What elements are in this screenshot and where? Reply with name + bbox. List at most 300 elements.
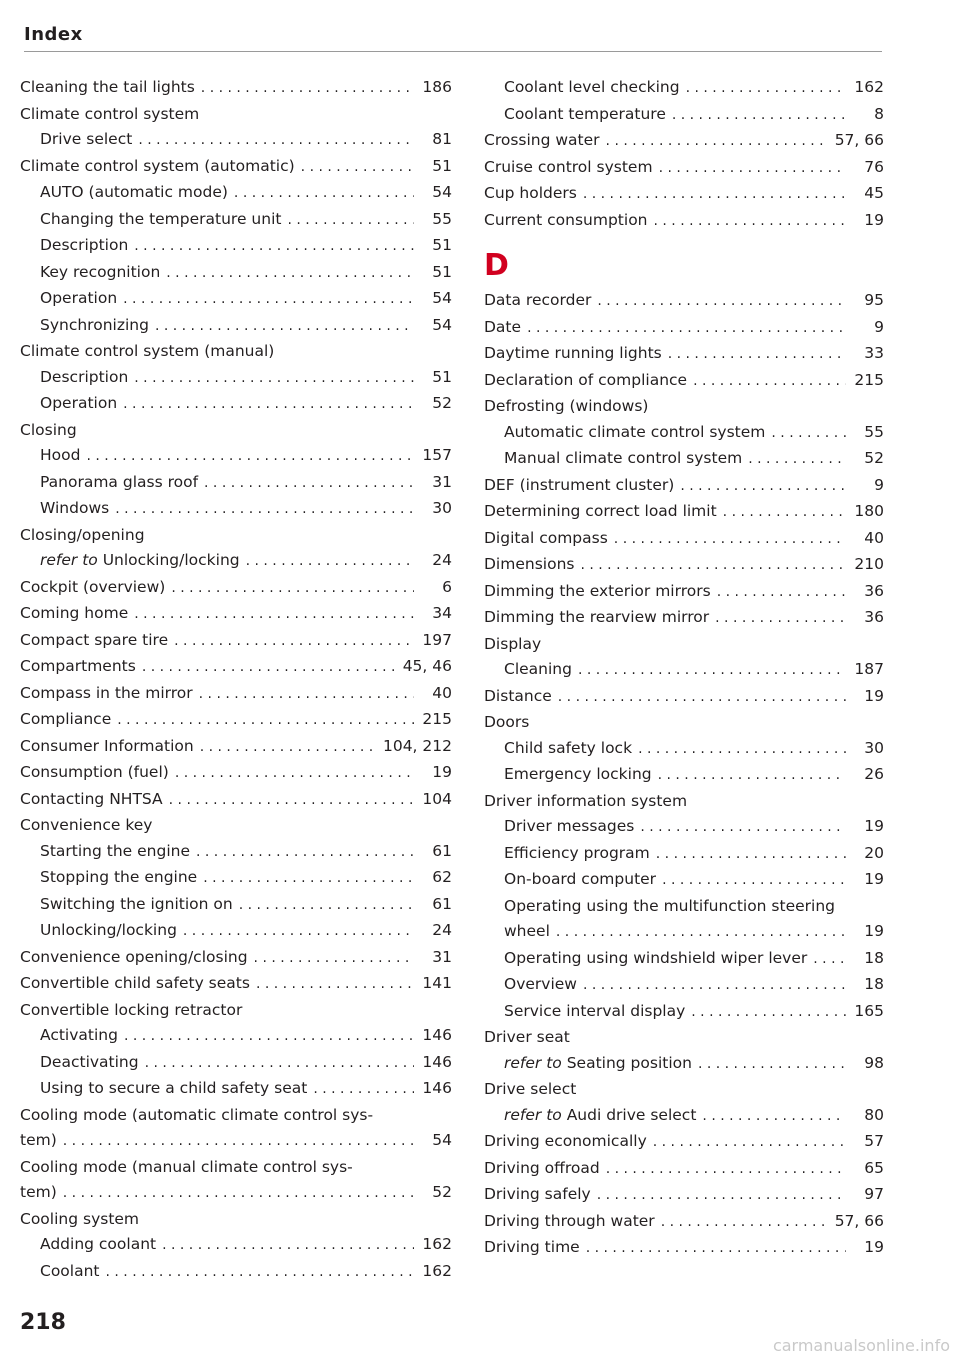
index-entry-label: Child safety lock	[504, 738, 633, 757]
index-entry-label: Driving through water	[484, 1211, 655, 1230]
index-entry-label: DEF (instrument cluster)	[484, 475, 675, 494]
index-entry	[484, 128, 884, 155]
index-entry-label-line1: Cooling mode (automatic climate control sys-	[20, 1105, 374, 1124]
index-entry-page: 215	[854, 370, 884, 389]
index-entry	[20, 470, 452, 497]
index-entry-page: 61	[432, 841, 452, 860]
dot-leader	[106, 1260, 415, 1286]
index-entry	[20, 734, 452, 761]
index-entry	[20, 787, 452, 814]
dot-leader	[640, 815, 846, 841]
dot-leader	[672, 103, 846, 129]
dot-leader	[123, 392, 414, 418]
index-entry	[20, 365, 452, 392]
dot-leader	[662, 868, 846, 894]
index-entry-label: Switching the ignition on	[40, 894, 233, 913]
index-entry-label: Dimming the rearview mirror	[484, 608, 710, 626]
index-entry-page: 54	[432, 1131, 452, 1149]
index-entry-label	[504, 1103, 696, 1129]
index-entry-label-line1: Operating using the multifunction steering	[504, 896, 836, 915]
index-entry-label: Coming home	[20, 604, 129, 622]
index-entry-page: 33	[864, 344, 884, 362]
dot-leader	[580, 553, 846, 579]
index-entry-page: 6	[442, 577, 452, 596]
index-entry-label: Operation	[40, 289, 118, 307]
dot-leader	[117, 708, 414, 734]
index-entry-label: Coolant temperature	[504, 104, 666, 123]
dot-leader	[134, 602, 414, 628]
dot-leader	[606, 129, 829, 155]
index-entry-page: 30	[432, 499, 452, 517]
index-entry-label: Panorama glass roof	[40, 472, 199, 491]
index-entry-label: Description	[40, 367, 129, 386]
index-heading-label: Convertible locking retractor	[20, 1000, 243, 1019]
index-entry	[484, 341, 884, 368]
index-entry-page: 19	[864, 870, 884, 888]
index-entry-label: Digital compass	[484, 528, 608, 547]
index-heading	[20, 523, 452, 549]
index-entry	[20, 865, 452, 892]
index-entry-label: Compass in the mirror	[20, 683, 193, 702]
index-heading-label: Driver seat	[484, 1028, 570, 1046]
index-entry-label: Overview	[504, 975, 577, 993]
index-entry-label: Windows	[40, 499, 110, 517]
index-entry-label: Driving safely	[484, 1185, 591, 1203]
index-entry-page: 215	[422, 710, 452, 728]
index-entry-label: tem)	[20, 1183, 57, 1201]
index-entry-page: 40	[864, 528, 884, 547]
index-entry-label: Consumption (fuel)	[20, 763, 169, 781]
dot-leader	[162, 1233, 414, 1259]
index-entry	[484, 446, 884, 473]
index-entry-page: 97	[864, 1185, 884, 1203]
index-entry-page: 98	[864, 1053, 884, 1072]
watermark: carmanualsonline.info	[772, 1336, 950, 1355]
index-heading-label: Drive select	[484, 1080, 577, 1098]
index-entry-label: Compliance	[20, 710, 112, 728]
index-entry	[484, 499, 884, 526]
index-entry-label: Driving offroad	[484, 1158, 600, 1177]
index-entry	[484, 841, 884, 868]
index-entry	[484, 1129, 884, 1156]
index-entry-label: Data recorder	[484, 291, 592, 309]
index-entry	[20, 443, 452, 470]
dot-leader	[174, 629, 414, 655]
dot-leader	[138, 128, 414, 154]
index-entry	[20, 707, 452, 734]
index-entry-page: 51	[432, 236, 452, 254]
index-heading	[20, 418, 452, 444]
index-entry-page: 210	[854, 555, 884, 573]
dot-leader	[199, 682, 414, 708]
index-entry-label: Cruise control system	[484, 157, 653, 176]
index-entry	[484, 288, 884, 315]
index-entry	[20, 971, 452, 998]
index-heading	[484, 710, 884, 736]
index-entry-page: 24	[432, 551, 452, 569]
index-entry-label: Unlocking/locking	[40, 921, 177, 939]
index-entry-page: 40	[432, 683, 452, 702]
index-entry	[20, 1050, 452, 1077]
index-entry-page: 8	[874, 104, 884, 123]
index-entry-page: 18	[864, 948, 884, 967]
index-entry-page: 57	[864, 1132, 884, 1150]
index-entry-label: Driver messages	[504, 817, 635, 835]
index-heading	[20, 998, 452, 1024]
dot-leader	[583, 973, 846, 999]
index-entry-page: 187	[854, 660, 884, 678]
dot-leader	[659, 156, 846, 182]
page-number: 218	[20, 1310, 66, 1335]
index-entry-label: Determining correct load limit	[484, 502, 717, 520]
index-entry	[20, 180, 452, 207]
index-entry-label: Automatic climate control system	[504, 422, 766, 441]
dot-leader	[686, 76, 846, 102]
dot-leader	[203, 866, 414, 892]
index-entry	[484, 1182, 884, 1209]
index-entry-page: 146	[422, 1026, 452, 1044]
index-entry-label: AUTO (automatic mode)	[40, 183, 228, 201]
index-entry-label: Stopping the engine	[40, 868, 198, 886]
index-heading	[484, 1077, 884, 1103]
index-entry	[484, 473, 884, 500]
index-entry-label: Compact spare tire	[20, 630, 169, 649]
index-entry-page: 20	[864, 843, 884, 862]
index-entry-page: 19	[864, 922, 884, 940]
index-entry	[20, 207, 452, 234]
refer-to-text: refer to	[40, 551, 98, 569]
index-entry-page: 52	[432, 1183, 452, 1201]
index-entry-label: Cleaning	[504, 660, 572, 678]
index-entry-label-line1: Cooling mode (manual climate control sys-	[20, 1157, 353, 1176]
index-entry	[20, 628, 452, 655]
index-entry-label: Cup holders	[484, 184, 577, 202]
index-entry-page: 81	[432, 130, 452, 148]
index-entry	[484, 552, 884, 579]
index-entry	[484, 526, 884, 553]
index-entry-label: Driving economically	[484, 1132, 647, 1150]
dot-leader	[200, 735, 377, 761]
dot-leader	[691, 1000, 846, 1026]
index-entry	[20, 313, 452, 340]
index-entry-page: 55	[864, 422, 884, 441]
index-entry-page: 45	[864, 184, 884, 202]
dot-leader	[63, 1129, 414, 1155]
dot-leader	[171, 576, 414, 602]
index-heading	[484, 1025, 884, 1051]
dot-leader	[166, 261, 414, 287]
index-entry-page: 54	[432, 183, 452, 201]
index-entry	[484, 1235, 884, 1262]
index-entry-label: Consumer Information	[20, 736, 194, 755]
index-heading	[484, 632, 884, 658]
dot-leader	[638, 737, 846, 763]
index-entry-label: Convenience opening/closing	[20, 947, 248, 966]
index-entry	[484, 1051, 884, 1078]
index-entry-page: 19	[864, 1238, 884, 1256]
index-entry-page: 31	[432, 472, 452, 491]
index-entry-label	[40, 548, 240, 574]
dot-leader	[134, 366, 414, 392]
index-group-c-continued	[484, 75, 884, 234]
index-entry-label: Dimensions	[484, 555, 575, 573]
index-entry	[484, 999, 884, 1026]
index-entry	[484, 420, 884, 447]
index-entry-page: 52	[432, 394, 452, 412]
index-entry-page: 51	[432, 156, 452, 175]
dot-leader	[145, 1051, 414, 1077]
index-entry-page: 19	[864, 210, 884, 229]
index-entry-page: 104	[422, 789, 452, 808]
index-entry-label: Operating using windshield wiper lever	[504, 948, 808, 967]
index-entry	[484, 972, 884, 999]
index-entry-label: Driving time	[484, 1238, 580, 1256]
index-entry-page: 197	[422, 630, 452, 649]
index-entry-page: 80	[864, 1105, 884, 1124]
index-entry-page: 19	[864, 686, 884, 705]
index-heading-label: Closing/opening	[20, 525, 145, 544]
section-letter-heading: D	[484, 248, 509, 283]
index-entry-page: 54	[432, 289, 452, 307]
index-entry	[20, 918, 452, 945]
index-entry	[20, 575, 452, 602]
index-entry	[20, 945, 452, 972]
index-entry	[484, 75, 884, 102]
index-entry	[20, 496, 452, 523]
refer-to-text: refer to	[504, 1105, 562, 1124]
index-heading	[20, 813, 452, 839]
index-entry	[484, 102, 884, 129]
index-entry	[20, 548, 452, 575]
index-entry-page: 162	[422, 1261, 452, 1280]
index-heading	[20, 1207, 452, 1233]
dot-leader	[813, 947, 846, 973]
dot-leader	[234, 181, 414, 207]
dot-leader	[142, 655, 397, 681]
dot-leader	[702, 1104, 846, 1130]
index-entry-label: Crossing water	[484, 131, 600, 149]
index-entry-label: Drive select	[40, 130, 133, 148]
index-entry-label: Changing the temperature unit	[40, 209, 282, 228]
index-entry-page: 51	[432, 262, 452, 281]
dot-leader	[169, 788, 414, 814]
index-entry-label: Using to secure a child safety seat	[40, 1079, 308, 1097]
dot-leader	[63, 1181, 414, 1207]
index-entry-page: 146	[422, 1079, 452, 1097]
index-entry-label: Dimming the exterior mirrors	[484, 581, 711, 600]
index-entry-page: 186	[422, 78, 452, 96]
index-entry-page: 45, 46	[402, 657, 452, 675]
dot-leader	[668, 342, 846, 368]
index-entry	[484, 579, 884, 606]
index-entry-label: Daytime running lights	[484, 344, 662, 362]
index-entry-page: 95	[864, 291, 884, 309]
dot-leader	[654, 209, 847, 235]
index-entry-label: Manual climate control system	[504, 449, 743, 467]
index-entry	[20, 1180, 452, 1207]
index-entry-label: wheel	[504, 922, 550, 940]
index-entry	[20, 127, 452, 154]
index-entry-label	[504, 1051, 692, 1077]
index-entry-label-text: Audi drive select	[566, 1105, 697, 1124]
index-entry-label: Description	[40, 236, 129, 254]
refer-to-text: refer to	[504, 1053, 562, 1072]
index-entry-page: 19	[432, 763, 452, 781]
index-entry-page: 19	[864, 817, 884, 835]
index-entry-label: tem)	[20, 1131, 57, 1149]
dot-leader	[201, 76, 414, 102]
index-group-d	[484, 288, 884, 1262]
dot-leader	[715, 606, 846, 632]
index-entry-label: Hood	[40, 446, 81, 464]
index-entry-label: Cleaning the tail lights	[20, 78, 195, 96]
index-entry	[20, 839, 452, 866]
index-heading	[20, 102, 452, 128]
index-entry-label: Service interval display	[504, 1001, 686, 1020]
dot-leader	[771, 421, 846, 447]
index-entry	[20, 260, 452, 287]
index-entry-page: 57, 66	[834, 131, 884, 149]
index-heading-label: Display	[484, 634, 542, 653]
dot-leader	[246, 549, 414, 575]
dot-leader	[204, 471, 414, 497]
index-entry	[20, 654, 452, 681]
index-entry-label-text: Seating position	[566, 1053, 692, 1072]
index-entry-label: Deactivating	[40, 1052, 139, 1071]
index-entry-page: 26	[864, 765, 884, 783]
page-header-title: Index	[24, 24, 83, 45]
dot-leader	[115, 497, 414, 523]
index-entry-label: Adding coolant	[40, 1235, 157, 1253]
dot-leader	[254, 946, 414, 972]
dot-leader	[698, 1052, 846, 1078]
index-entry-label: Coolant	[40, 1261, 100, 1280]
index-entry-page: 52	[864, 449, 884, 467]
index-entry	[20, 1023, 452, 1050]
index-entry	[484, 736, 884, 763]
index-entry-page: 165	[854, 1001, 884, 1020]
index-entry-label: Contacting NHTSA	[20, 789, 163, 808]
index-entry	[484, 762, 884, 789]
index-entry-label: Convertible child safety seats	[20, 974, 250, 992]
dot-leader	[656, 842, 846, 868]
dot-leader	[134, 234, 414, 260]
dot-leader	[558, 685, 846, 711]
index-entry	[484, 368, 884, 395]
index-entry-label: Key recognition	[40, 262, 161, 281]
index-entry-label: Synchronizing	[40, 315, 149, 334]
index-heading-label: Defrosting (windows)	[484, 397, 649, 415]
dot-leader	[748, 447, 846, 473]
index-entry	[20, 892, 452, 919]
index-entry-page: 36	[864, 581, 884, 600]
index-entry-page: 57, 66	[834, 1211, 884, 1230]
dot-leader	[578, 658, 846, 684]
index-entry	[484, 919, 884, 946]
index-entry-page: 34	[432, 604, 452, 622]
index-entry-page: 62	[432, 868, 452, 886]
dot-leader	[196, 840, 414, 866]
dot-leader	[256, 972, 414, 998]
index-entry	[20, 1259, 452, 1286]
index-entry-page: 30	[864, 738, 884, 757]
index-heading	[484, 789, 884, 815]
index-entry-label: Starting the engine	[40, 841, 190, 860]
index-entry-page: 146	[422, 1052, 452, 1071]
index-entry	[484, 208, 884, 235]
index-entry	[484, 155, 884, 182]
index-entry-page: 31	[432, 947, 452, 966]
index-entry	[484, 1209, 884, 1236]
index-entry	[20, 760, 452, 787]
dot-leader	[155, 314, 414, 340]
index-entry-page: 61	[432, 894, 452, 913]
index-entry-page: 51	[432, 367, 452, 386]
header-divider	[24, 51, 882, 52]
index-heading	[20, 339, 452, 365]
dot-leader	[86, 444, 414, 470]
index-entry-label-text: Unlocking/locking	[102, 551, 240, 569]
index-entry-page: 180	[854, 502, 884, 520]
index-heading-label: Climate control system (manual)	[20, 342, 275, 360]
index-entry	[484, 181, 884, 208]
index-entry	[20, 75, 452, 102]
index-entry-label: Current consumption	[484, 210, 648, 229]
dot-leader	[527, 316, 846, 342]
dot-leader	[124, 1024, 414, 1050]
index-entry	[484, 315, 884, 342]
index-entry	[484, 657, 884, 684]
dot-leader	[661, 1210, 829, 1236]
dot-leader	[556, 920, 846, 946]
dot-leader	[183, 919, 414, 945]
dot-leader	[123, 287, 414, 313]
index-entry	[20, 1076, 452, 1103]
dot-leader	[597, 289, 846, 315]
dot-leader	[287, 208, 414, 234]
index-entry-page: 141	[422, 974, 452, 992]
index-entry-page: 54	[432, 315, 452, 334]
index-entry-page: 104, 212	[382, 736, 452, 755]
index-heading-label: Convenience key	[20, 816, 153, 834]
index-entry-page: 9	[874, 475, 884, 494]
index-entry-label: Activating	[40, 1026, 118, 1044]
index-entry-label: Climate control system (automatic)	[20, 156, 295, 175]
dot-leader	[313, 1077, 414, 1103]
index-entry	[484, 605, 884, 632]
index-entry	[20, 233, 452, 260]
index-entry-label: Cockpit (overview)	[20, 577, 166, 596]
index-entry	[20, 391, 452, 418]
index-entry-label: Compartments	[20, 657, 136, 675]
dot-leader	[653, 1130, 846, 1156]
index-entry-page: 162	[854, 78, 884, 96]
index-entry	[20, 1232, 452, 1259]
dot-leader	[680, 474, 846, 500]
index-entry	[484, 867, 884, 894]
index-heading-label: Climate control system	[20, 104, 200, 123]
index-column-left	[20, 75, 452, 1285]
index-entry	[20, 286, 452, 313]
dot-leader	[723, 500, 846, 526]
dot-leader	[614, 527, 846, 553]
index-heading	[484, 394, 884, 420]
dot-leader	[658, 763, 846, 789]
dot-leader	[693, 369, 846, 395]
index-entry	[484, 946, 884, 973]
index-entry-page: 24	[432, 921, 452, 939]
dot-leader	[175, 761, 414, 787]
